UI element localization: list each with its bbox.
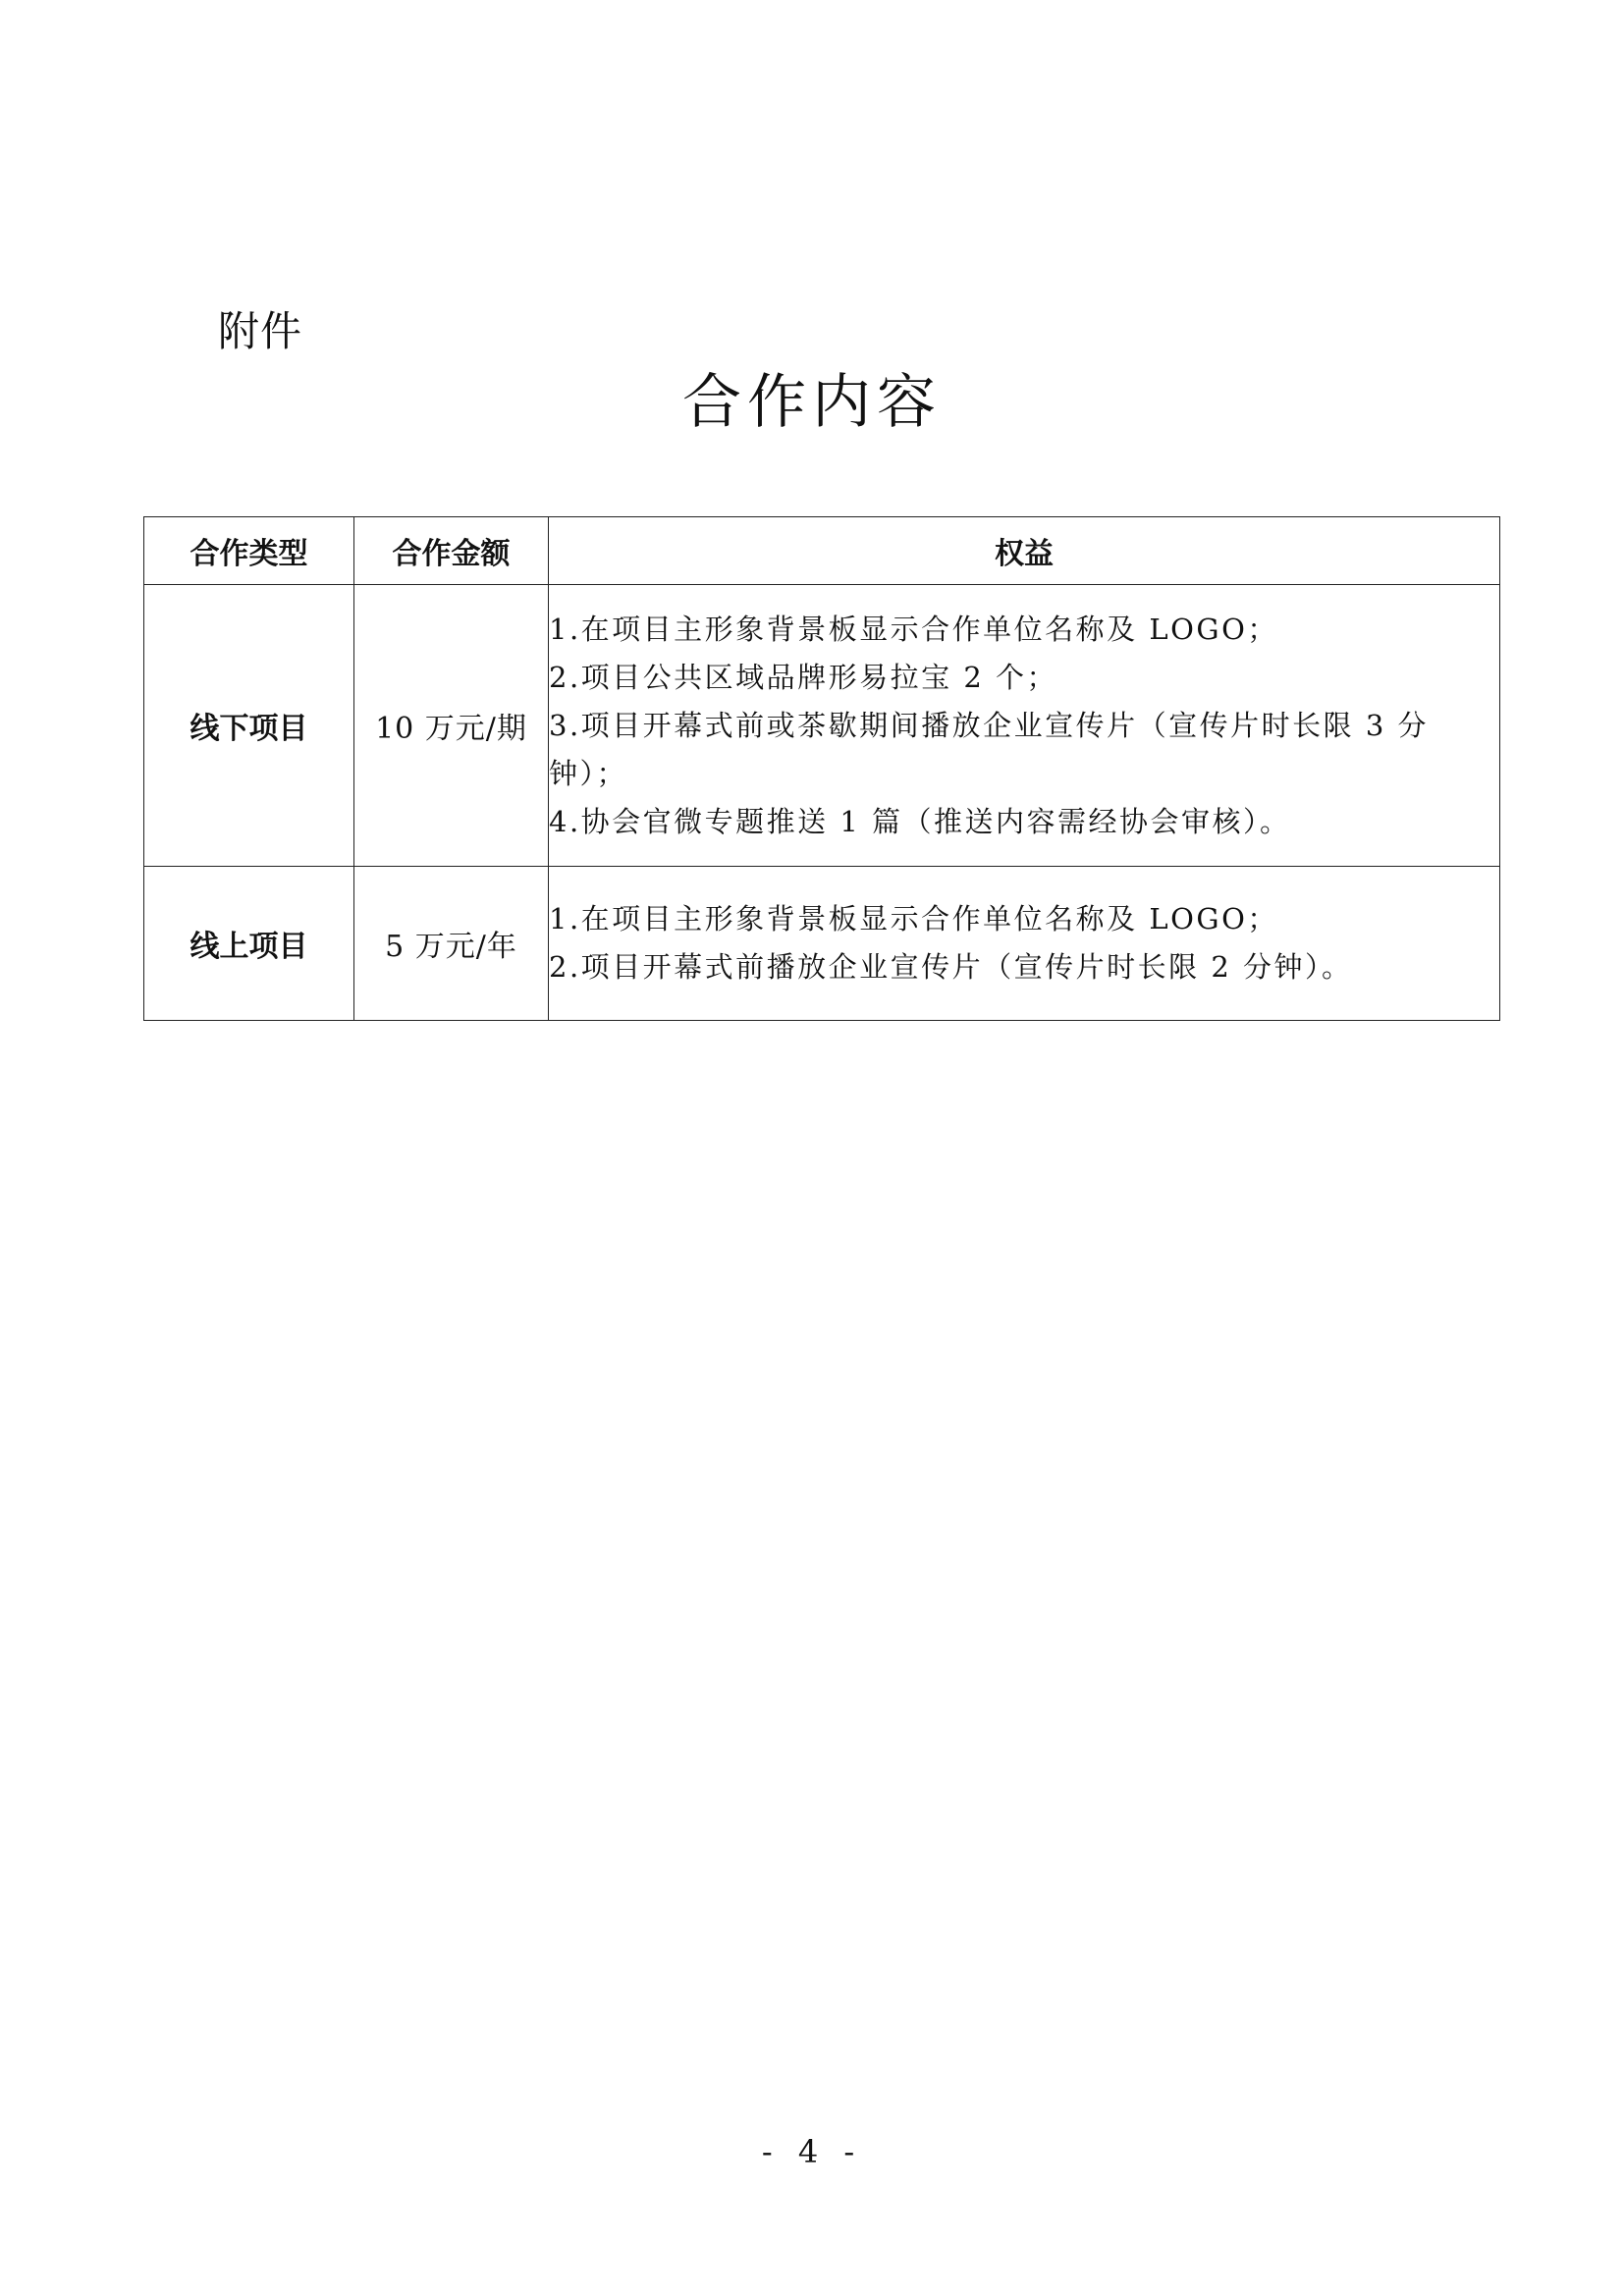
rights-item: 2.项目公共区域品牌形易拉宝 2 个； <box>549 660 1058 694</box>
rights-item: 1.在项目主形象背景板显示合作单位名称及 LOGO； <box>549 902 1278 935</box>
table-row <box>144 585 1500 867</box>
rights-item: 4.协会官微专题推送 1 篇（推送内容需经协会审核）。 <box>549 804 1291 838</box>
rights-item: 1.在项目主形象背景板显示合作单位名称及 LOGO； <box>549 612 1278 646</box>
attachment-label: 附件 <box>218 307 303 355</box>
table-header-row <box>144 517 1500 585</box>
cooperation-amount-cell: 10 万元/期 <box>354 585 549 867</box>
cooperation-amount-cell: 5 万元/年 <box>354 867 549 1021</box>
table-row <box>144 867 1500 1021</box>
column-header-rights: 权益 <box>549 517 1500 585</box>
rights-item: 2.项目开幕式前播放企业宣传片（宣传片时长限 2 分钟）。 <box>549 950 1353 984</box>
document-title: 合作内容 <box>682 368 942 437</box>
cooperation-type-cell: 线下项目 <box>144 585 354 867</box>
column-header-type: 合作类型 <box>144 517 354 585</box>
column-header-amount: 合作金额 <box>354 517 549 585</box>
cooperation-table <box>143 516 1500 1021</box>
rights-cell <box>549 867 1500 1021</box>
rights-item: 3.项目开幕式前或茶歇期间播放企业宣传片（宣传片时长限 3 分钟）； <box>549 708 1430 790</box>
rights-cell <box>549 585 1500 867</box>
page-number: - 4 - <box>761 2133 863 2170</box>
cooperation-type-cell: 线上项目 <box>144 867 354 1021</box>
